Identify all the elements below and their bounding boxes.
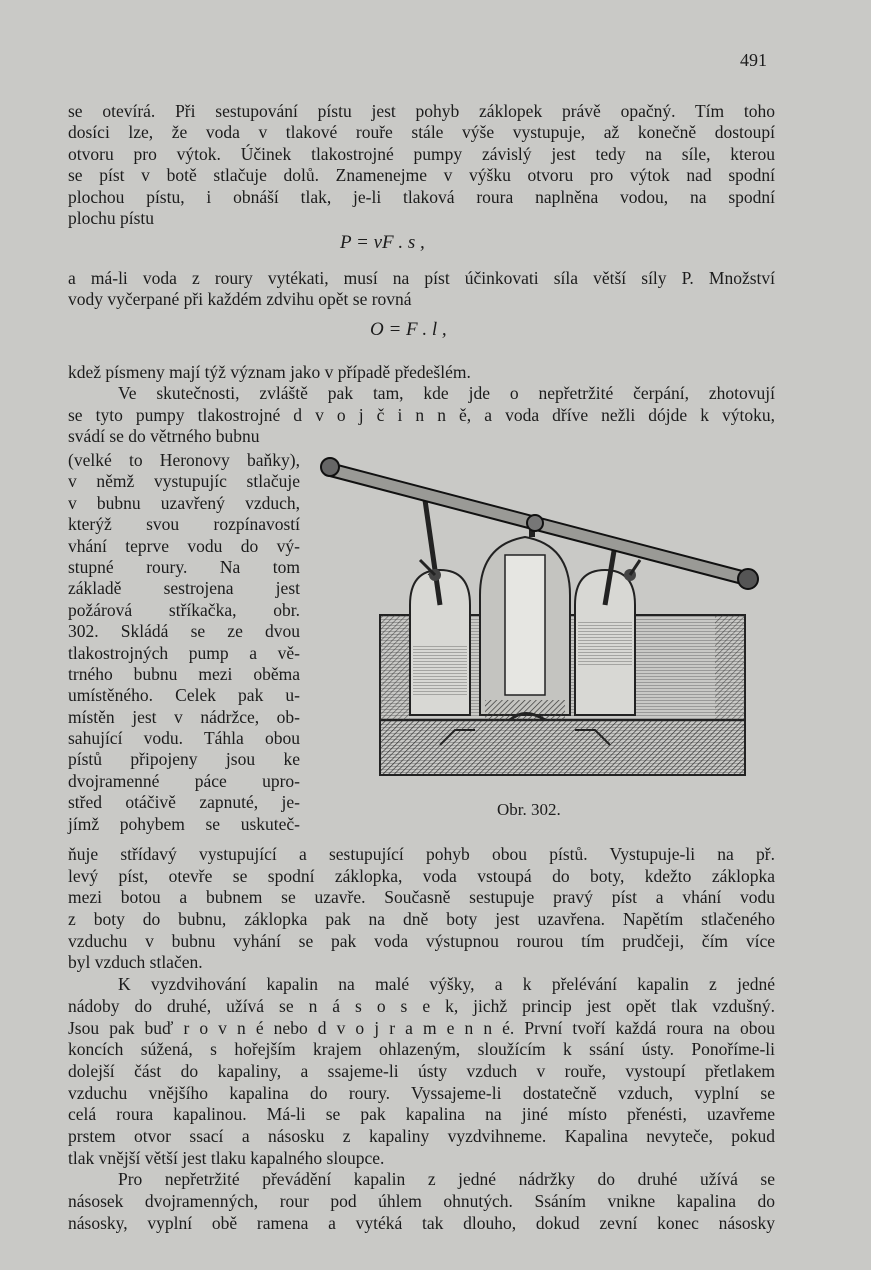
text-line: celá roura kapalinou. Má-li se pak kapalina na jiné místo přenésti, uzavřeme bbox=[68, 1104, 775, 1125]
text-line: dvojramenné páce upro- bbox=[68, 770, 300, 791]
text-line: se tyto pumpy tlakostrojné d v o j č i n n ě, a voda dříve nežli dójde k výtoku, bbox=[68, 404, 775, 425]
text-line: kterýž svou rozpínavostí bbox=[68, 514, 300, 535]
page-number: 491 bbox=[740, 50, 767, 70]
fire-pump-figure bbox=[310, 445, 770, 790]
formula-volume: O = F . l , bbox=[370, 319, 447, 340]
text-line: základě sestrojena jest bbox=[68, 578, 300, 599]
text-line: umístěného. Celek pak u- bbox=[68, 685, 300, 706]
text-line: požárová stříkačka, obr. bbox=[68, 599, 300, 620]
text-line: se píst v botě stlačuje dolů. Znamenejme v výšku otvoru pro výtok nad spodní bbox=[68, 165, 775, 186]
text-line: otvoru pro výtok. Účinek tlakostrojné pumpy závislý jest tedy na síle, kterou bbox=[68, 143, 775, 164]
text-line: Jsou pak buď r o v n é nebo d v o j r a m e n n é. První tvoří každá roura na obou bbox=[68, 1017, 775, 1038]
text-line: (velké to Heronovy baňky), bbox=[68, 450, 300, 470]
text-line: mezi botou a bubnem se uzavře. Současně sestupuje pravý píst a vhání vodu bbox=[68, 887, 775, 908]
text-line: prstem otvor ssací a násosku z kapaliny vyzdvihneme. Kapalina nevyteče, pokud bbox=[68, 1125, 775, 1146]
text-line: plochou pístu, i obnáší tlak, je-li tlaková roura naplněna vodou, na spodní bbox=[68, 186, 775, 207]
text-line: vzduchu vnějšího kapalina do roury. Vyssajeme-li dostatečně vzduch, vyplní se bbox=[68, 1082, 775, 1103]
text-line: stupné roury. Na tom bbox=[68, 556, 300, 577]
text-line: v němž vystupujíc stlačuje bbox=[68, 471, 300, 492]
text-line: místěn jest v nádržce, ob- bbox=[68, 706, 300, 727]
paragraph-top bbox=[68, 101, 775, 229]
paragraph-wrap-figure bbox=[68, 450, 300, 835]
paragraph-volume bbox=[68, 268, 775, 311]
text-line: ňuje střídavý vystupující a sestupující pohyb obou pístů. Vystupuje-li na př. bbox=[68, 844, 775, 864]
text-line: 302. Skládá se ze dvou bbox=[68, 621, 300, 642]
text-line: z boty do bubnu, záklopka pak na dně boty jest uzavřena. Napětím stlačeného bbox=[68, 909, 775, 930]
text-line: vhání teprve vodu do vý- bbox=[68, 535, 300, 556]
text-line: dosíci lze, že voda v tlakové rouře stále výše vystupuje, až konečně dostoupí bbox=[68, 122, 775, 143]
text-line: vody vyčerpané při každém zdvihu opět se rovná bbox=[68, 289, 412, 310]
text-line: svádí se do větrného bubnu bbox=[68, 426, 260, 447]
text-line: v bubnu uzavřený vzduch, bbox=[68, 492, 300, 513]
text-line: K vyzdvihování kapalin na malé výšky, a k přelévání kapalin z jedné bbox=[118, 974, 775, 995]
text-line: dolejší část do kapaliny, a ssajeme-li ústy vzduch v rouře, vystoupí přetlakem bbox=[68, 1060, 775, 1081]
figure-caption: Obr. 302. bbox=[497, 800, 561, 819]
text-line: střed otáčivě zapnuté, je- bbox=[68, 792, 300, 813]
text-line: trného bubnu mezi oběma bbox=[68, 663, 300, 684]
text-line: Ve skutečnosti, zvláště pak tam, kde jde o nepřetržité čerpání, zhotovují bbox=[118, 383, 775, 404]
text-line: Pro nepřetržité převádění kapalin z jedné nádržky do druhé užívá se bbox=[118, 1169, 775, 1190]
text-line: jímž pohybem se uskuteč- bbox=[68, 813, 300, 834]
paragraph-bottom bbox=[68, 844, 775, 1234]
formula-pressure: P = vF . s , bbox=[340, 232, 425, 253]
text-line: a má-li voda z roury vytékati, musí na píst účinkovati síla větší síly P. Množství bbox=[68, 268, 775, 288]
text-line: sahující vodu. Táhla obou bbox=[68, 728, 300, 749]
text-line: se otevírá. Při sestupování pístu jest pohyb záklopek právě opačný. Tím toho bbox=[68, 101, 775, 121]
text-line: tlakostrojných pump a vě- bbox=[68, 642, 300, 663]
text-line: koncích súžená, s hořejším krajem ohlazeným, sloužícím k ssání ústy. Ponoříme-li bbox=[68, 1039, 775, 1060]
text-line: levý píst, otevře se spodní záklopka, voda vstoupá do boty, kdežto záklopka bbox=[68, 865, 775, 886]
text-line: kdež písmeny mají týž význam jako v případě předešlém. bbox=[68, 362, 471, 382]
text-line: plochu pístu bbox=[68, 207, 155, 228]
text-line: násosky, vyplní obě ramena a vytéká tak dlouho, dokud zevní konec násosky bbox=[68, 1212, 775, 1233]
text-line: tlak vnější větší jest tlaku kapalného sloupce. bbox=[68, 1147, 385, 1168]
text-line: pístů připojeny jsou ke bbox=[68, 749, 300, 770]
paragraph-double-acting bbox=[68, 362, 775, 448]
text-line: násosek dvojramenných, rour pod úhlem ohnutých. Ssáním vnikne kapalina do bbox=[68, 1191, 775, 1211]
text-line: byl vzduch stlačen. bbox=[68, 952, 203, 973]
text-line: vzduchu v bubnu vyhání se pak voda výstupnou rourou tím prudčeji, čím více bbox=[68, 930, 775, 951]
text-line: nádoby do druhé, užívá se n á s o s e k, jichž princip jest opět tlak vzdušný. bbox=[68, 995, 775, 1016]
